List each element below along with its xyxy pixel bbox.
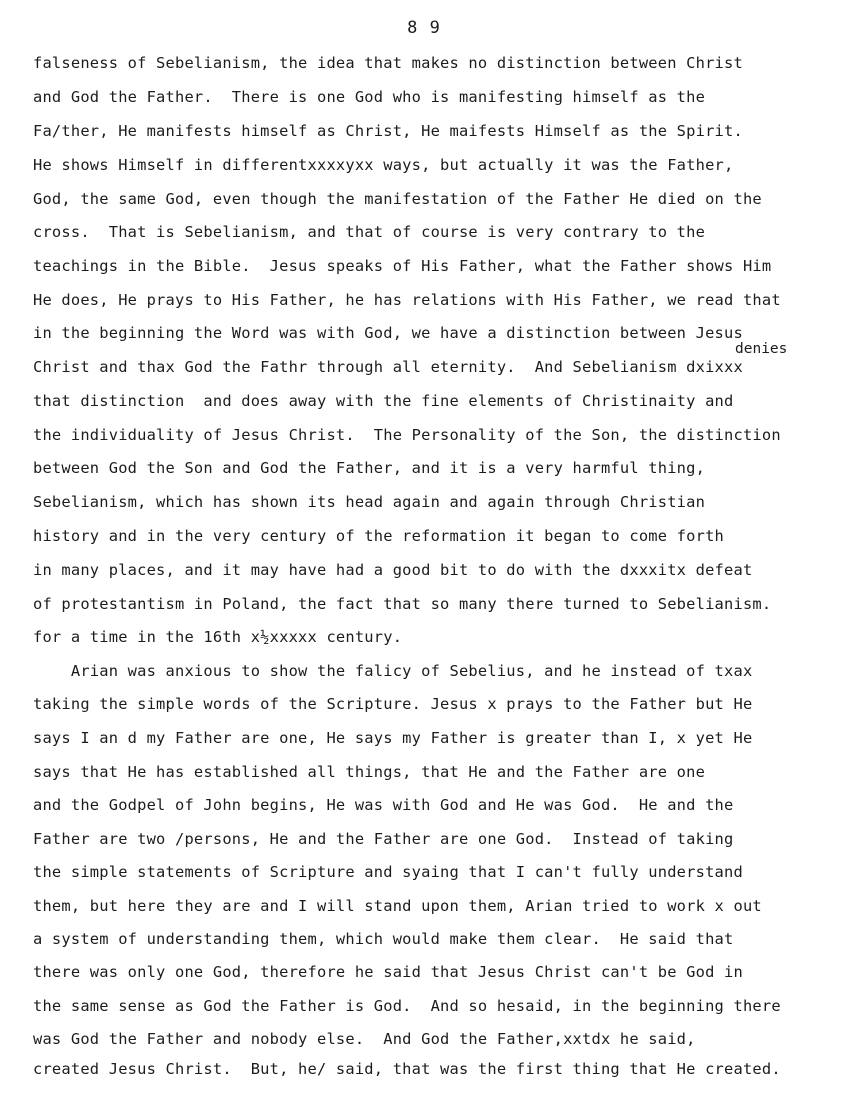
text-line: was God the Father and nobody else. And God the Father,xxtdx he said, [33,1030,696,1048]
text-line: that distinction and does away with the fine elements of Christinaity and [33,392,734,410]
text-line: Arian was anxious to show the falicy of Sebelius, and he instead of txax [33,662,753,680]
text-line: them, but here they are and I will stand upon them, Arian tried to work x out [33,897,762,915]
text-line: in many places, and it may have had a good bit to do with the dxxxitx defeat [33,561,753,579]
text-line: in the beginning the Word was with God, we have a distinction between Jesus [33,324,743,342]
text-line: the simple statements of Scripture and syaing that I can't fully understand [33,863,743,881]
text-line: He shows Himself in differentxxxxyxx ways, but actually it was the Father, [33,156,734,174]
text-line: God, the same God, even though the manifestation of the Father He died on the [33,190,762,208]
text-line: Christ and thax God the Fathr through all eternity. And Sebelianism dxixxx [33,358,743,376]
text-line: taking the simple words of the Scripture. Jesus x prays to the Father but He [33,695,753,713]
text-line: of protestantism in Poland, the fact that so many there turned to Sebelianism. [33,595,772,613]
text-line: Fa/ther, He manifests himself as Christ, He maifests Himself as the Spirit. [33,122,743,140]
text-line: created Jesus Christ. But, he/ said, that was the first thing that He created. [33,1060,781,1078]
text-line: teachings in the Bible. Jesus speaks of His Father, what the Father shows Him [33,257,772,275]
text-line: the same sense as God the Father is God. And so hesaid, in the beginning there [33,997,781,1015]
interlinear-annotation: denies [735,341,788,357]
text-line: falseness of Sebelianism, the idea that makes no distinction between Christ [33,54,743,72]
text-line: Sebelianism, which has shown its head again and again through Christian [33,493,706,511]
text-line: says that He has established all things, that He and the Father are one [33,763,706,781]
text-line: history and in the very century of the reformation it began to come forth [33,527,725,545]
text-line: the individuality of Jesus Christ. The Personality of the Son, the distinction [33,426,781,444]
text-line: for a time in the 16th x½xxxxx century. [33,628,403,646]
text-line: says I an d my Father are one, He says my Father is greater than I, x yet He [33,729,753,747]
text-line: and God the Father. There is one God who is manifesting himself as the [33,88,706,106]
text-line: He does, He prays to His Father, he has relations with His Father, we read that [33,291,781,309]
page-number: 8 9 [407,18,441,38]
text-line: there was only one God, therefore he said that Jesus Christ can't be God in [33,963,743,981]
text-line: and the Godpel of John begins, He was with God and He was God. He and the [33,796,734,814]
text-line: cross. That is Sebelianism, and that of course is very contrary to the [33,223,706,241]
text-line: a system of understanding them, which would make them clear. He said that [33,930,734,948]
text-line: between God the Son and God the Father, and it is a very harmful thing, [33,459,706,477]
text-line: Father are two /persons, He and the Father are one God. Instead of taking [33,830,734,848]
